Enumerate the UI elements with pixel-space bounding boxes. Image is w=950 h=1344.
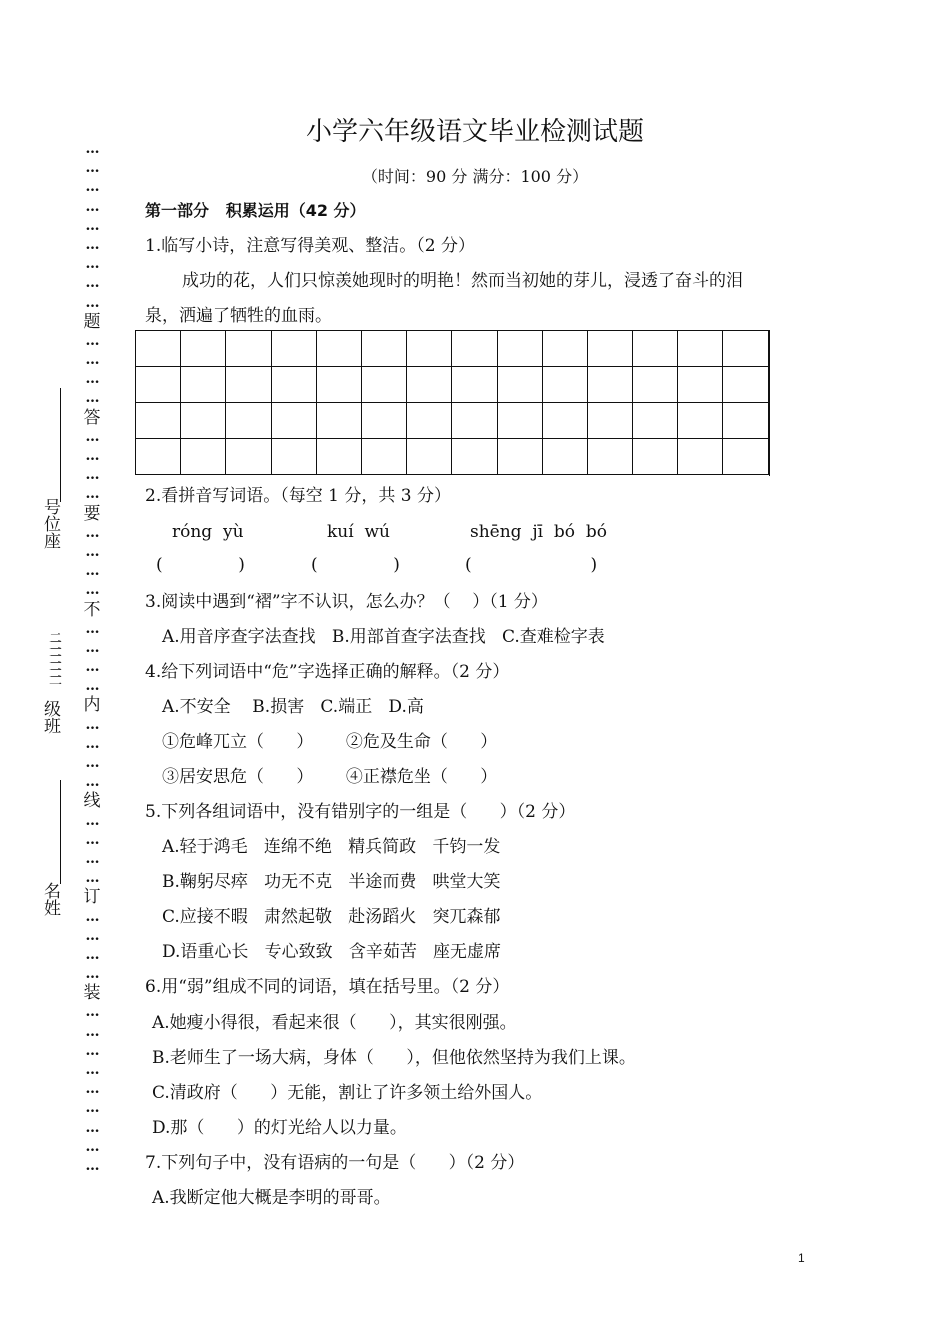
class-label: 级班 <box>40 700 60 734</box>
grid-cell[interactable] <box>723 439 768 475</box>
margin-char: 要 <box>83 503 101 524</box>
q5-option-a: A.轻于鸿毛 连绵不绝 精兵简政 千钧一发 <box>162 837 501 857</box>
binding-margin-column <box>78 140 106 1176</box>
grid-cell[interactable] <box>136 331 181 367</box>
name-label: 名姓 <box>40 882 60 916</box>
grid-cell[interactable] <box>226 367 271 403</box>
margin-dots: … <box>85 428 99 445</box>
q6-item-a: A.她瘦小得很，看起来很（ ），其实很刚强。 <box>152 1013 517 1033</box>
grid-cell[interactable] <box>542 439 587 475</box>
margin-dots: … <box>85 486 99 503</box>
grid-row <box>136 331 769 367</box>
margin-dots: … <box>85 141 99 157</box>
margin-dots: … <box>85 448 99 464</box>
margin-dots: … <box>85 850 99 867</box>
margin-dots: … <box>85 390 99 407</box>
margin-dots: … <box>85 1081 99 1098</box>
margin-dots: … <box>85 966 99 983</box>
margin-dots: … <box>85 332 99 349</box>
margin-dots: … <box>85 1042 99 1059</box>
grid-cell[interactable] <box>271 331 316 367</box>
q6-item-c: C.清政府（ ）无能，割让了许多领土给外国人。 <box>152 1083 543 1103</box>
grid-cell[interactable] <box>316 331 361 367</box>
margin-dots: … <box>85 371 99 388</box>
margin-dots: … <box>85 870 99 887</box>
margin-dots: … <box>85 620 99 637</box>
margin-dots: … <box>85 812 99 829</box>
q1-poem-line2: 泉，洒遍了牺牲的血雨。 <box>145 306 332 326</box>
margin-line-top <box>60 388 61 502</box>
grid-cell[interactable] <box>181 439 226 475</box>
grid-cell[interactable] <box>542 331 587 367</box>
exam-time-score: （时间：90 分 满分：100 分） <box>361 167 589 186</box>
grid-cell[interactable] <box>181 367 226 403</box>
margin-dots: … <box>85 946 99 963</box>
margin-char: 内 <box>83 695 101 716</box>
grid-cell[interactable] <box>678 331 723 367</box>
margin-dots: … <box>85 735 99 752</box>
margin-dots: … <box>85 774 99 791</box>
q4-prompt: 4.给下列词语中“危”字选择正确的解释。（2 分） <box>145 662 510 682</box>
grid-cell[interactable] <box>497 403 542 439</box>
q5-option-d: D.语重心长 专心致致 含辛茹苦 座无虚席 <box>162 942 502 962</box>
q5-option-b: B.鞠躬尽瘁 功无不克 半途而费 哄堂大笑 <box>162 872 501 892</box>
margin-dots: … <box>85 678 99 695</box>
q2-answer-blank-2[interactable]: ( ) <box>311 555 400 575</box>
margin-char: 线 <box>83 791 101 812</box>
grid-cell[interactable] <box>633 403 678 439</box>
grid-cell[interactable] <box>407 367 452 403</box>
margin-char: 装 <box>83 983 101 1004</box>
grid-cell[interactable] <box>136 367 181 403</box>
margin-dots: … <box>85 524 99 541</box>
grid-cell[interactable] <box>361 331 406 367</box>
margin-dots: … <box>85 275 99 292</box>
margin-dots: … <box>85 716 99 733</box>
q4-options: A.不安全 B.损害 C.端正 D.高 <box>162 697 424 717</box>
writing-grid-table <box>135 330 769 475</box>
grid-cell[interactable] <box>136 403 181 439</box>
grid-row <box>136 367 769 403</box>
grid-cell[interactable] <box>407 331 452 367</box>
margin-dots: … <box>85 1004 99 1021</box>
grid-cell[interactable] <box>678 403 723 439</box>
grid-cell[interactable] <box>226 439 271 475</box>
margin-dots: … <box>85 582 99 599</box>
margin-char: 不 <box>83 599 101 620</box>
margin-dots: … <box>85 1138 99 1155</box>
q2-pinyin-2: kuí wú <box>327 522 390 542</box>
grid-cell[interactable] <box>633 439 678 475</box>
q4-items-row2: ③居安思危（ ） ④正襟危坐（ ） <box>162 767 498 787</box>
writing-grid[interactable] <box>135 330 769 475</box>
q1-prompt: 1.临写小诗，注意写得美观、整洁。（2 分） <box>145 236 475 256</box>
q3-prompt: 3.阅读中遇到“褶”字不认识，怎么办？（ ）（1 分） <box>145 592 548 612</box>
margin-dots: … <box>85 908 99 925</box>
grid-cell[interactable] <box>452 403 497 439</box>
section-heading: 第一部分 积累运用（42 分） <box>145 201 366 220</box>
grid-row <box>136 439 769 475</box>
grid-cell[interactable] <box>633 367 678 403</box>
grid-cell[interactable] <box>361 439 406 475</box>
grid-cell[interactable] <box>407 439 452 475</box>
grid-cell[interactable] <box>452 439 497 475</box>
q6-item-b: B.老师生了一场大病，身体（ ），但他依然坚持为我们上课。 <box>152 1048 636 1068</box>
margin-dots: … <box>85 1119 99 1136</box>
grid-cell[interactable] <box>361 367 406 403</box>
grid-cell[interactable] <box>678 439 723 475</box>
page-number: 1 <box>798 1251 805 1265</box>
grid-cell[interactable] <box>723 367 768 403</box>
q4-items-row1: ①危峰兀立（ ） ②危及生命（ ） <box>162 732 498 752</box>
margin-dots: … <box>85 1062 99 1078</box>
grid-cell[interactable] <box>587 439 632 475</box>
q5-option-c: C.应接不暇 肃然起敬 赴汤蹈火 突兀森郁 <box>162 907 501 927</box>
margin-dots: … <box>85 927 99 944</box>
grid-cell[interactable] <box>587 403 632 439</box>
class-blank-line: 二二二二二二二 <box>46 630 61 680</box>
q2-pinyin-1: róng yù <box>172 522 244 542</box>
margin-dots: … <box>85 179 99 196</box>
margin-dots: … <box>85 1023 99 1040</box>
grid-cell[interactable] <box>136 439 181 475</box>
grid-cell[interactable] <box>587 331 632 367</box>
grid-cell[interactable] <box>407 403 452 439</box>
grid-cell[interactable] <box>181 331 226 367</box>
margin-dots: … <box>85 160 99 177</box>
grid-cell[interactable] <box>271 439 316 475</box>
grid-cell[interactable] <box>587 367 632 403</box>
q6-prompt: 6.用“弱”组成不同的词语，填在括号里。（2 分） <box>145 977 510 997</box>
seat-number-label: 号位座 <box>40 498 60 549</box>
margin-dots: … <box>85 467 99 484</box>
margin-dots: … <box>85 236 99 253</box>
grid-cell[interactable] <box>452 367 497 403</box>
writing-grid-outer-border <box>769 330 770 476</box>
margin-dots: … <box>85 294 99 311</box>
grid-cell[interactable] <box>316 439 361 475</box>
grid-cell[interactable] <box>271 367 316 403</box>
margin-dots: … <box>85 563 99 580</box>
q1-poem-line1: 成功的花，人们只惊羡她现时的明艳！然而当初她的芽儿，浸透了奋斗的泪 <box>182 271 743 291</box>
margin-line-bottom <box>60 780 61 884</box>
q2-answer-blank-3[interactable]: ( ) <box>465 555 598 575</box>
grid-cell[interactable] <box>452 331 497 367</box>
grid-cell[interactable] <box>633 331 678 367</box>
margin-dots: … <box>85 217 99 234</box>
margin-dots: … <box>85 1157 99 1174</box>
q6-item-d: D.那（ ）的灯光给人以力量。 <box>152 1118 407 1138</box>
margin-dots: … <box>85 1100 99 1117</box>
grid-cell[interactable] <box>497 367 542 403</box>
margin-char: 题 <box>83 311 101 332</box>
grid-cell[interactable] <box>497 439 542 475</box>
grid-cell[interactable] <box>316 367 361 403</box>
margin-dots: … <box>85 543 99 560</box>
q2-prompt: 2.看拼音写词语。（每空 1 分，共 3 分） <box>145 486 451 506</box>
grid-cell[interactable] <box>226 403 271 439</box>
grid-cell[interactable] <box>316 403 361 439</box>
margin-dots: … <box>85 198 99 215</box>
margin-dots: … <box>85 352 99 369</box>
grid-cell[interactable] <box>723 403 768 439</box>
grid-cell[interactable] <box>678 367 723 403</box>
grid-cell[interactable] <box>226 331 271 367</box>
margin-char: 答 <box>83 407 101 428</box>
grid-cell[interactable] <box>542 367 587 403</box>
margin-dots: … <box>85 755 99 771</box>
q7-item-a: A.我断定他大概是李明的哥哥。 <box>152 1188 391 1208</box>
grid-cell[interactable] <box>723 331 768 367</box>
q7-prompt: 7.下列句子中，没有语病的一句是（ ）（2 分） <box>145 1153 525 1173</box>
grid-cell[interactable] <box>181 403 226 439</box>
margin-dots: … <box>85 256 99 273</box>
page-title: 小学六年级语文毕业检测试题 <box>305 117 644 147</box>
margin-dots: … <box>85 659 99 676</box>
q5-prompt: 5.下列各组词语中，没有错别字的一组是（ ）（2 分） <box>145 802 576 822</box>
q2-pinyin-3: shēng jī bó bó <box>470 522 607 542</box>
grid-row <box>136 403 769 439</box>
margin-dots: … <box>85 831 99 848</box>
grid-cell[interactable] <box>542 403 587 439</box>
grid-cell[interactable] <box>497 331 542 367</box>
grid-cell[interactable] <box>361 403 406 439</box>
grid-cell[interactable] <box>271 403 316 439</box>
margin-char: 订 <box>83 887 101 908</box>
margin-dots: … <box>85 639 99 656</box>
q2-answer-blank-1[interactable]: ( ) <box>156 555 245 575</box>
q3-options: A.用音序查字法查找 B.用部首查字法查找 C.查难检字表 <box>162 627 605 647</box>
